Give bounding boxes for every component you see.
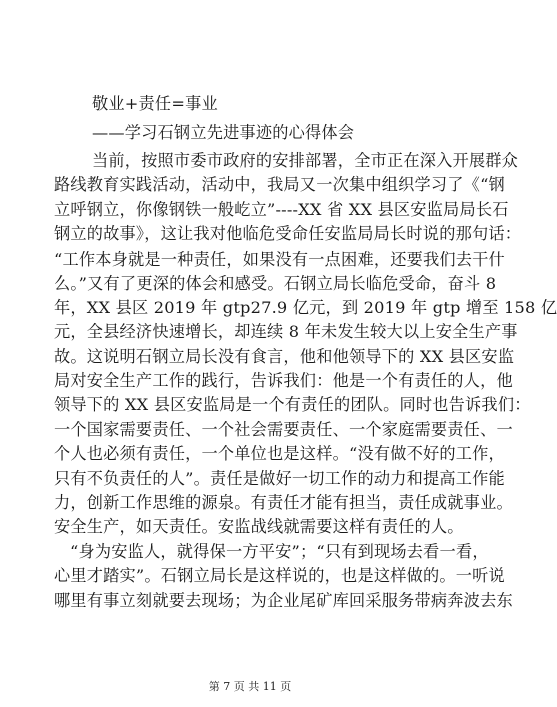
body-line: 路线教育实践活动，活动中，我局又一次集中组织学习了《“钢	[54, 175, 505, 194]
body-line: 个人也必须有责任，一个单位也是这样。“没有做不好的工作，	[54, 444, 505, 463]
body-line: 么。”又有了更深的体会和感受。石钢立局长临危受命，奋斗 8	[54, 274, 497, 293]
body-line: 当前，按照市委市政府的安排部署，全市正在深入开展群众	[92, 151, 519, 170]
body-line: 元，全县经济快速增长，却连续 8 年未发生较大以上安全生产事	[54, 322, 518, 341]
body-line: 力，创新工作思维的源泉。有责任才能有担当，责任成就事业。	[54, 493, 513, 512]
body-line: 故。这说明石钢立局长没有食言，他和他领导下的 XX 县区安监	[54, 347, 515, 366]
body-line: 钢立的故事》，这让我对他临危受命任安监局局长时说的那句话：	[54, 224, 522, 243]
body-line: “工作本身就是一种责任，如果没有一点困难，还要我们去干什	[54, 250, 505, 269]
body-line: 安全生产，如天责任。安监战线就需要这样有责任的人。	[54, 517, 464, 536]
body-line: 立呼钢立，你像钢铁一般屹立”----XX 省 XX 县区安监局局长石	[54, 200, 509, 219]
page-number-footer: 第 7 页 共 11 页	[208, 680, 292, 693]
body-line: “身为安监人，就得保一方平安”；“只有到现场去看一看，	[70, 542, 489, 561]
document-title: 敬业+责任=事业	[92, 94, 218, 113]
body-line: 领导下的 XX 县区安监局是一个有责任的团队。同时也告诉我们：	[54, 395, 531, 414]
body-line: 局对安全生产工作的践行，告诉我们：他是一个有责任的人，他	[54, 371, 513, 390]
document-subtitle: ——学习石钢立先进事迹的心得体会	[92, 123, 355, 142]
body-line: 年，XX 县区 2019 年 gtp27.9 亿元，到 2019 年 gtp 增至 158 亿	[54, 298, 557, 317]
body-line: 一个国家需要责任、一个社会需要责任、一个家庭需要责任、一	[54, 420, 513, 439]
body-line: 只有不负责任的人”。责任是做好一切工作的动力和提高工作能	[54, 469, 505, 488]
body-line: 心里才踏实”。石钢立局长是这样说的，也是这样做的。一听说	[54, 566, 505, 585]
body-line: 哪里有事立刻就要去现场；为企业尾矿库回采服务带病奔波去东	[54, 591, 513, 610]
